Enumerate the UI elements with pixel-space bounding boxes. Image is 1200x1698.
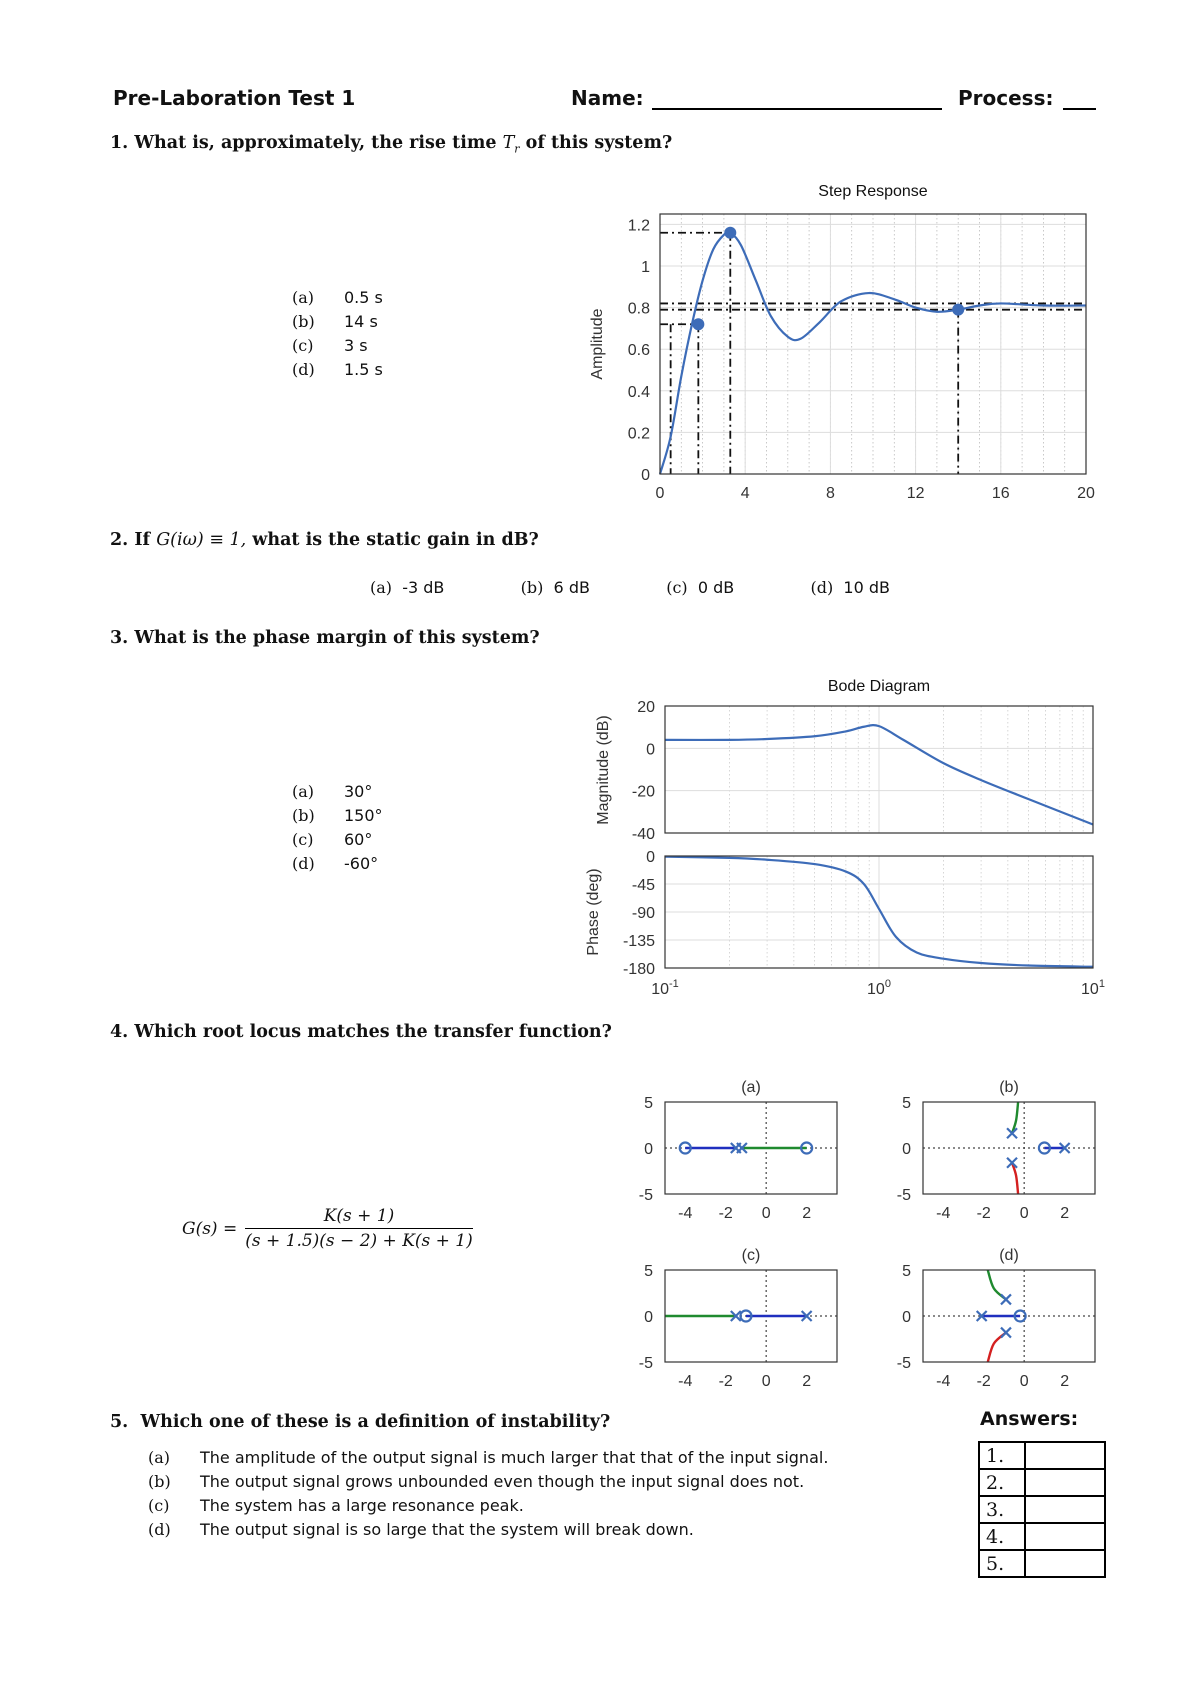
option-b[interactable]: (b) 14 s bbox=[292, 312, 378, 331]
option-b[interactable]: (b) 150° bbox=[292, 806, 383, 825]
question-text: What is the phase margin of this system? bbox=[134, 628, 540, 648]
y-tick-label: 5 bbox=[644, 1263, 653, 1280]
y-tick-label: 0 bbox=[641, 467, 650, 484]
x-tick-label: $10^{-1}$ bbox=[651, 978, 679, 998]
y-tick-label: -5 bbox=[896, 1355, 911, 1372]
x-tick-label: -4 bbox=[678, 1373, 693, 1390]
y-tick-label: 0.4 bbox=[627, 383, 650, 401]
answer-2-field[interactable] bbox=[1025, 1469, 1105, 1496]
x-tick-label: 8 bbox=[825, 485, 835, 502]
option-a[interactable]: (a) The amplitude of the output signal is much larger that that of the input signal. bbox=[148, 1448, 829, 1467]
y-tick-label: 0 bbox=[902, 1141, 911, 1158]
answer-row: 3. bbox=[979, 1496, 1105, 1523]
step-marker bbox=[724, 227, 736, 239]
x-tick-label: $10^1$ bbox=[1081, 978, 1105, 998]
y-tick-label: 0 bbox=[902, 1309, 911, 1326]
y-tick-label: 0.8 bbox=[627, 300, 650, 318]
answer-3-field[interactable] bbox=[1025, 1496, 1105, 1523]
y-tick-label: 0.6 bbox=[627, 342, 650, 360]
x-tick-label: -2 bbox=[976, 1373, 991, 1390]
question-number: 4. bbox=[110, 1022, 129, 1042]
y-tick-label: -180 bbox=[622, 961, 655, 978]
x-tick-label: 2 bbox=[1060, 1373, 1070, 1390]
pole-marker bbox=[1001, 1294, 1011, 1304]
plot-title: (a) bbox=[741, 1079, 761, 1096]
question-number: 2. bbox=[110, 530, 129, 550]
y-tick-label: 5 bbox=[902, 1095, 911, 1112]
x-tick-label: 2 bbox=[802, 1373, 812, 1390]
phase-ylabel: Phase (deg) bbox=[585, 868, 602, 956]
question-text: What is, approximately, the rise time bbox=[134, 133, 497, 153]
y-tick-label: 0 bbox=[644, 1309, 653, 1326]
option-c[interactable]: (c) The system has a large resonance peak. bbox=[148, 1496, 524, 1515]
root-locus-charts bbox=[630, 1064, 1100, 1394]
y-tick-label: -135 bbox=[622, 933, 655, 950]
y-tick-label: -90 bbox=[631, 905, 655, 922]
answer-1-field[interactable] bbox=[1025, 1442, 1105, 1469]
answer-row: 4. bbox=[979, 1523, 1105, 1550]
x-tick-label: -2 bbox=[976, 1205, 991, 1222]
step-marker bbox=[952, 304, 964, 316]
x-tick-label: -2 bbox=[718, 1373, 733, 1390]
plot-title: (d) bbox=[999, 1247, 1019, 1264]
question-text: Which one of these is a definition of instability? bbox=[140, 1412, 611, 1432]
x-tick-label: 2 bbox=[802, 1205, 812, 1222]
answer-row: 5. bbox=[979, 1550, 1105, 1577]
magnitude-ylabel: Magnitude (dB) bbox=[595, 715, 612, 825]
locus-branch bbox=[988, 1270, 1006, 1299]
test-title: Pre-Laboration Test 1 bbox=[113, 86, 356, 110]
name-label: Name: bbox=[571, 86, 644, 110]
question-3 bbox=[110, 628, 540, 648]
step-chart-title: Step Response bbox=[818, 183, 928, 200]
answer-row: 1. bbox=[979, 1442, 1105, 1469]
answer-row: 2. bbox=[979, 1469, 1105, 1496]
rise-time-symbol: $T_r$ bbox=[502, 133, 520, 156]
numerator: K(s + 1) bbox=[323, 1206, 395, 1226]
name-field[interactable] bbox=[652, 108, 942, 110]
step-response-chart bbox=[580, 200, 1100, 520]
question-text-pre: If bbox=[134, 530, 151, 550]
answers-table bbox=[978, 1441, 1106, 1578]
question-1 bbox=[110, 133, 672, 156]
question-number: 3. bbox=[110, 628, 129, 648]
question-5 bbox=[110, 1412, 610, 1432]
x-tick-label: 0 bbox=[761, 1205, 771, 1222]
step-response-curve bbox=[660, 232, 1086, 474]
root-locus-plot bbox=[639, 1247, 837, 1390]
denominator: (s + 1.5)(s − 2) + K(s + 1) bbox=[245, 1231, 473, 1251]
y-tick-label: 0 bbox=[646, 741, 655, 759]
x-tick-label: -2 bbox=[718, 1205, 733, 1222]
x-tick-exponent: 0 bbox=[884, 978, 891, 990]
option-d[interactable]: (d) The output signal is so large that the system will break down. bbox=[148, 1520, 694, 1539]
transfer-function bbox=[182, 1206, 473, 1251]
x-tick-label: 0 bbox=[1019, 1205, 1029, 1222]
y-tick-label: 0 bbox=[644, 1141, 653, 1158]
q2-options bbox=[370, 576, 890, 600]
transfer-lhs: G(s) = bbox=[182, 1218, 238, 1239]
x-tick-label: 2 bbox=[1060, 1205, 1070, 1222]
y-tick-label: 5 bbox=[644, 1095, 653, 1112]
bode-diagram bbox=[580, 696, 1105, 1016]
y-tick-label: 1 bbox=[641, 259, 650, 276]
answer-4-field[interactable] bbox=[1025, 1523, 1105, 1550]
y-tick-label: 0.2 bbox=[627, 425, 650, 443]
q1-options bbox=[292, 286, 383, 382]
y-tick-label: -5 bbox=[638, 1355, 653, 1372]
y-tick-label: 20 bbox=[637, 699, 655, 716]
q5-options bbox=[148, 1446, 828, 1542]
option-c[interactable]: (c) 60° bbox=[292, 830, 373, 849]
y-tick-label: -45 bbox=[631, 877, 655, 894]
x-tick-label: 12 bbox=[906, 485, 925, 502]
question-text: Which root locus matches the transfer function? bbox=[134, 1022, 612, 1042]
step-marker bbox=[692, 318, 704, 330]
root-locus-plot bbox=[639, 1079, 837, 1222]
process-label: Process: bbox=[958, 86, 1054, 110]
locus-branch bbox=[988, 1333, 1006, 1362]
option-b[interactable]: (b) The output signal grows unbounded even though the input signal does not. bbox=[148, 1472, 805, 1491]
y-tick-label: 5 bbox=[902, 1263, 911, 1280]
plot-title: (b) bbox=[999, 1079, 1019, 1096]
option-c[interactable]: (c) 3 s bbox=[292, 336, 368, 355]
question-text-end: of this system? bbox=[525, 133, 673, 153]
plot-title: (c) bbox=[741, 1247, 761, 1264]
x-tick-label: -4 bbox=[936, 1373, 951, 1390]
x-tick-exponent: -1 bbox=[669, 978, 679, 990]
root-locus-plot bbox=[897, 1247, 1095, 1390]
transfer-expression: G(iω) ≡ 1, bbox=[156, 530, 247, 550]
y-tick-label: -5 bbox=[896, 1187, 911, 1204]
y-tick-label: 1.2 bbox=[627, 217, 650, 235]
q3-options bbox=[292, 780, 383, 876]
step-ylabel: Amplitude bbox=[589, 308, 606, 380]
x-tick-label: 0 bbox=[1019, 1373, 1029, 1390]
x-tick-label: 20 bbox=[1077, 485, 1095, 502]
x-tick-label: $10^0$ bbox=[867, 978, 891, 998]
x-tick-label: -4 bbox=[936, 1205, 951, 1222]
option-a[interactable]: (a) 0.5 s bbox=[292, 288, 383, 307]
process-field[interactable] bbox=[1063, 108, 1096, 110]
bode-chart-title: Bode Diagram bbox=[827, 678, 931, 695]
x-tick-exponent: 1 bbox=[1098, 978, 1105, 990]
question-4 bbox=[110, 1022, 612, 1042]
question-number: 1. bbox=[110, 133, 129, 153]
y-tick-label: 0 bbox=[646, 849, 655, 866]
answer-5-field[interactable] bbox=[1025, 1550, 1105, 1577]
option-b[interactable]: (b) 6 dB bbox=[520, 578, 590, 597]
y-tick-label: -20 bbox=[631, 783, 655, 801]
x-tick-label: -4 bbox=[678, 1205, 693, 1222]
option-d[interactable]: (d) 1.5 s bbox=[292, 360, 383, 379]
x-tick-label: 0 bbox=[655, 485, 665, 502]
option-d[interactable]: (d) 10 dB bbox=[810, 578, 890, 597]
pole-marker bbox=[1001, 1328, 1011, 1338]
option-c[interactable]: (c) 0 dB bbox=[666, 578, 735, 597]
x-tick-label: 16 bbox=[991, 485, 1010, 502]
option-a[interactable]: (a) -3 dB bbox=[370, 578, 445, 597]
answers-title: Answers: bbox=[980, 1408, 1079, 1430]
option-d[interactable]: (d) -60° bbox=[292, 854, 379, 873]
x-tick-label: 0 bbox=[761, 1373, 771, 1390]
y-tick-label: -40 bbox=[631, 826, 655, 843]
question-text: what is the static gain in dB? bbox=[252, 530, 539, 550]
root-locus-plot bbox=[897, 1079, 1095, 1222]
question-2 bbox=[110, 530, 539, 550]
x-tick-label: 4 bbox=[740, 485, 750, 502]
question-number: 5. bbox=[110, 1412, 129, 1432]
option-a[interactable]: (a) 30° bbox=[292, 782, 373, 801]
y-tick-label: -5 bbox=[638, 1187, 653, 1204]
